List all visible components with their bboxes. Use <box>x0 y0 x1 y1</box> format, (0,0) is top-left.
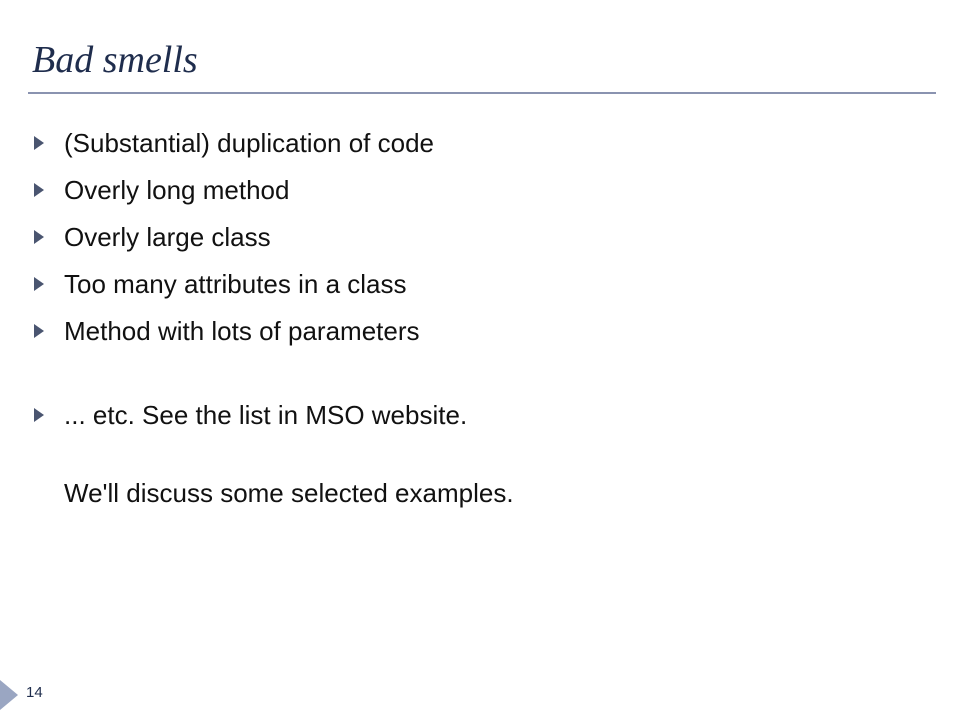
title-divider <box>28 92 936 94</box>
bullet-text: Overly large class <box>64 222 271 252</box>
bullet-text: (Substantial) duplication of code <box>64 128 435 158</box>
page-number: 14 <box>26 684 43 701</box>
note-text: We'll discuss some selected examples. <box>64 478 514 508</box>
bullet-item <box>34 394 467 436</box>
bullet-item <box>34 122 434 164</box>
bullet-text: Too many attributes in a class <box>64 269 407 299</box>
page-marker-icon <box>0 680 20 710</box>
bullet-item <box>34 216 271 258</box>
bullet-text: ... etc. See the list in MSO website. <box>64 400 468 430</box>
bullet-text: Method with lots of parameters <box>64 316 420 346</box>
triangle-right-icon <box>34 183 44 197</box>
slide-title: Bad smells <box>32 39 198 81</box>
bullet-item <box>34 263 407 305</box>
triangle-right-icon <box>34 277 44 291</box>
triangle-right-icon <box>34 136 44 150</box>
triangle-right-icon <box>34 408 44 422</box>
bullet-text: Overly long method <box>64 175 290 205</box>
bullet-item <box>34 169 289 211</box>
triangle-right-icon <box>34 324 44 338</box>
bullet-item <box>34 310 420 352</box>
triangle-right-icon <box>34 230 44 244</box>
